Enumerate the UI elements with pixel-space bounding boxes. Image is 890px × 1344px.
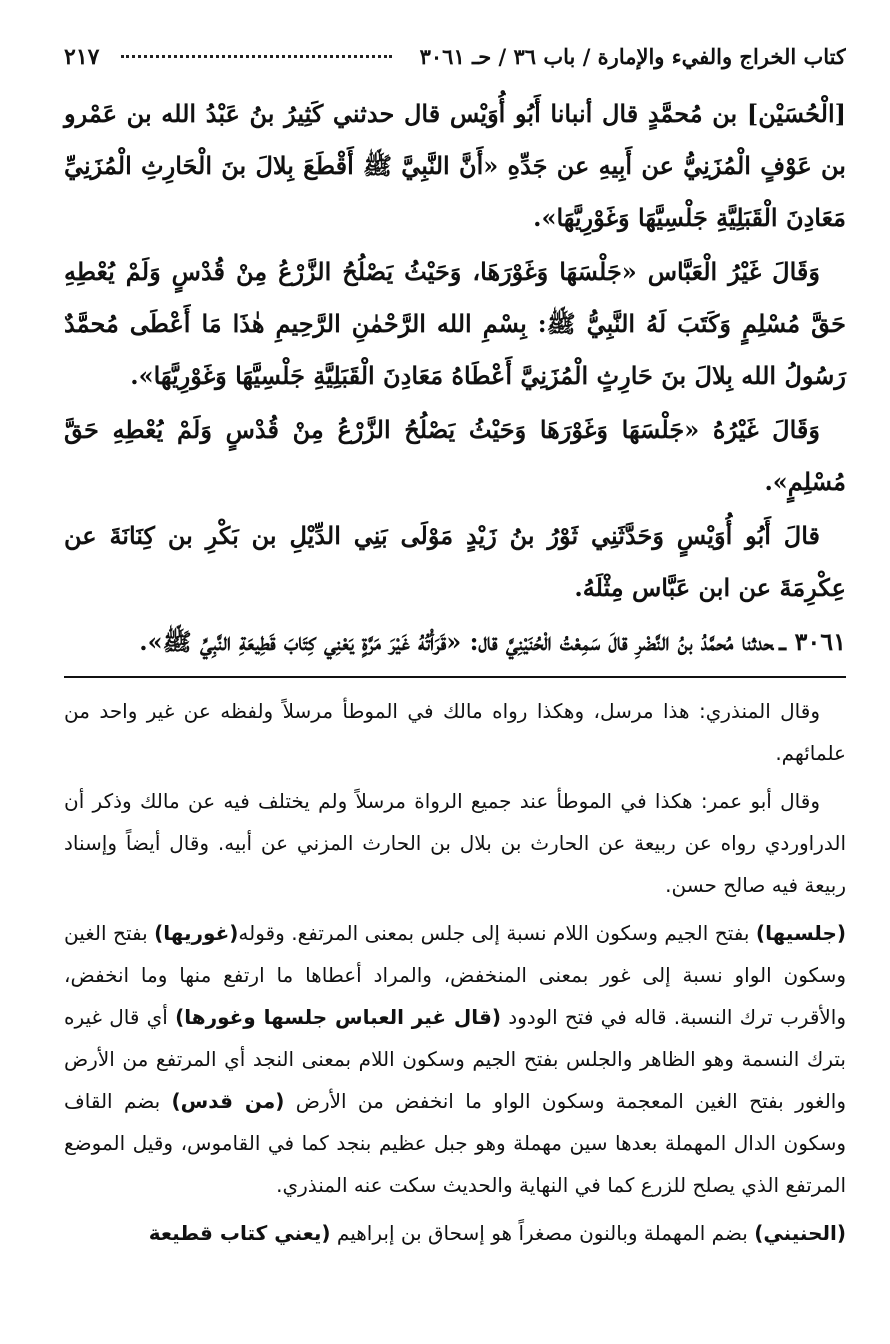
hadith-paragraph: وَقَالَ غَيْرُ الْعَبَّاس «جَلْسَهَا وَغَوْرَهَا، وَحَيْثُ يَصْلُحُ الزَّرْعُ مِنْ قُدْسٍ وَلَمْ يُعْطِهِ حَقَّ مُسْلِمٍ وَكَتَبَ لَهُ النَّبِيُّ ﷺ: بِسْمِ الله الرَّحْمٰنِ الرَّحِيمِ هٰذَا مَا أَعْطَى مُحمَّدٌ رَسُولُ الله بِلالَ بنَ حَارِثٍ الْمُزَنِيَّ أَعْطَاهُ مَعَادِنَ الْقَبَلِيَّةِ جَلْسِيَّهَا وَغَوْرِيَّهَا». [64,257,846,390]
hadith-paragraph: وَقَالَ غَيْرُهُ «جَلْسَهَا وَغَوْرَهَا وَحَيْثُ يَصْلُحُ الزَّرْعُ مِنْ قُدْسٍ وَلَمْ يُعْطِهِ حَقَّ مُسْلِمٍ». [64,415,846,496]
hadith-paragraph: [الْحُسَيْن] بن مُحمَّدٍ قال أنبانا أَبُو أُوَيْس قال حدثني كَثِيرُ بنُ عَبْدُ الله بن عَمْرو بن عَوْفٍ الْمُزَنِيُّ عن أَبِيهِ عن جَدِّهِ «أَنَّ النَّبِيَّ ﷺ أَقْطَعَ بِلالَ بنَ الْحَارِثِ الْمُزَنِيِّ مَعَادِنَ الْقَبَلِيَّةِ جَلْسِيَّهَا وَغَوْرِيَّهَا». [64,99,846,232]
commentary-paragraph [64,912,846,1206]
running-title: كتاب الخراج والفيء والإمارة / باب ٣٦ / حـ ٣٠٦١ [419,44,846,69]
footnote-divider [64,676,846,678]
commentary-text-run: بضم المهملة وبالنون مصغراً هو إسحاق بن إبراهيم [330,1221,755,1245]
commentary-text-run: أي قال غيره بترك النسمة وهو الظاهر والجلس بفتح الجيم وسكون اللام بمعنى النجد أي المرتفع من الأرض والغور بفتح الغين المعجمة وسكون الواو ما انخفض من الأرض [64,1005,847,1113]
commentary-text-run: بفتح الجيم وسكون اللام نسبة إلى جلس بمعنى المرتفع. وقوله [238,921,756,945]
commentary-paragraph: وقال المنذري: هذا مرسل، وهكذا رواه مالك في الموطأ مرسلاً ولفظه عن غير واحد من علمائهم. [64,699,846,765]
commentary-term: (جلسيها) [755,921,847,945]
hadith-number: ٣٠٦١ ـ [779,627,846,656]
commentary-text [64,690,846,1254]
hadith-3061 [64,616,846,668]
hadith-paragraph: قالَ أَبُو أُوَيْسٍ وَحَدَّثَنِي ثَوْرُ بنُ زَيْدٍ مَوْلَى بَنِي الدِّيْلِ بن بَكْرِ بن كِنَانَةَ عن عِكْرِمَةَ عن ابن عَبَّاس مِثْلَهُ. [64,521,846,602]
dotted-leader [121,55,391,58]
commentary-paragraph [64,1212,846,1254]
page-header [64,44,846,84]
commentary-term: (غوريها) [154,921,239,945]
commentary-paragraph: وقال أبو عمر: هكذا في الموطأ عند جميع الرواة مرسلاً ولم يختلف فيه عن مالك وذكر أن الدراوردي رواه عن ربيعة عن الحارث بن بلال بن الحارث المزني عن أبيه. وقال أيضاً وإسناد ربيعة فيه صالح حسن. [64,789,846,897]
commentary-term: (الحنيني) [754,1221,846,1245]
commentary-term: (من قدس) [171,1089,285,1113]
commentary-text-run: بفتح الغين وسكون الواو نسبة إلى غور بمعنى المنخفض، والمراد أعطاها ما ارتفع منها وما انخفض، والأقرب ترك النسبة. قاله في فتح الودود [64,921,846,1029]
commentary-term: (يعني كتاب قطيعة [148,1221,331,1245]
commentary-term: (قال غير العباس جلسها وغورها) [175,1005,501,1029]
page-number: ٢١٧ [64,44,100,70]
commentary-text-run: بضم القاف وسكون الدال المهملة بعدها سين مهملة وهو جبل عظيم بنجد كما في القاموس، وقيل الموضع المرتفع الذي يصلح للزرع كما في النهاية والحديث سكت عنه المنذري. [64,1089,846,1197]
hadith-3061-text: حدثنا مُحمَّدُ بنُ النَّضْرِ قالَ سَمِعْتُ الْحُنَيْنِيَّ قال: «قَرَأْتُهُ غَيْرَ مَرَّةٍ يَعْنِي كِتَابَ قَطِيعَةِ النَّبِيِّ ﷺ». [139,627,774,656]
hadith-text [64,88,846,668]
